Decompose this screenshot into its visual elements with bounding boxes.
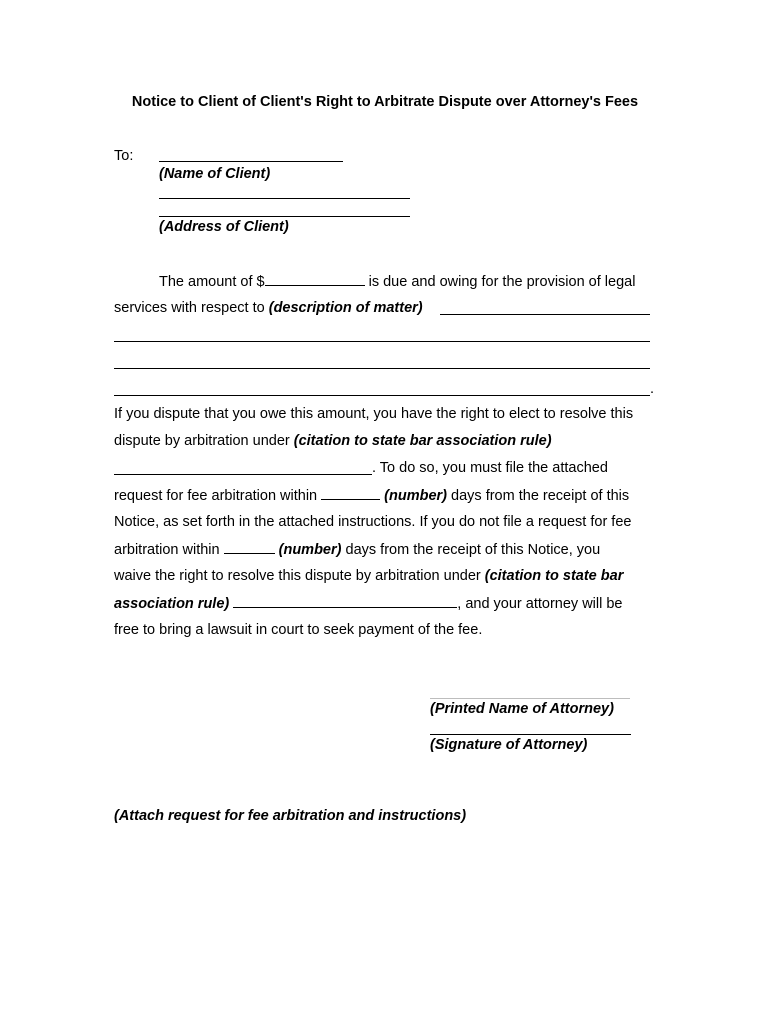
signature-label: (Signature of Attorney): [430, 737, 588, 753]
description-period: .: [650, 381, 655, 397]
attorney-text: , and your attorney will be: [457, 596, 623, 612]
body-line-1: [159, 273, 635, 290]
client-address-line-2[interactable]: [159, 216, 410, 217]
citation-label-1: (citation to state bar association rule): [293, 433, 552, 449]
client-name-line[interactable]: [159, 161, 343, 162]
body-line-8: . To do so, you must file the attached: [372, 460, 608, 476]
number-label-2: (number): [278, 542, 342, 558]
services-text: services with respect to: [114, 300, 269, 316]
signature-line[interactable]: [430, 734, 631, 735]
description-blank-3[interactable]: [114, 368, 650, 369]
description-blank-4[interactable]: [114, 395, 650, 396]
description-blank-1[interactable]: [440, 314, 650, 315]
body-line-13: [114, 595, 623, 612]
arbitration-under-text: dispute by arbitration under: [114, 433, 294, 449]
body-line-10: Notice, as set forth in the attached instructions. If you do not file a request for fee: [114, 514, 632, 530]
description-of-matter-label: (description of matter): [268, 300, 423, 316]
amount-prefix: The amount of $: [159, 274, 265, 290]
waive-text: waive the right to resolve this dispute by arbitration under: [114, 568, 485, 584]
citation-blank-2[interactable]: [233, 595, 457, 608]
name-of-client-label: (Name of Client): [159, 166, 271, 182]
request-text: request for fee arbitration within: [114, 488, 322, 504]
citation-blank-1[interactable]: [114, 474, 372, 475]
days-text-1: days from the receipt of this: [447, 488, 630, 504]
body-line-12: [114, 568, 623, 584]
printed-name-line[interactable]: [430, 698, 630, 699]
citation-label-2b: association rule): [114, 596, 230, 612]
number-blank-1[interactable]: [321, 487, 380, 500]
attach-note: (Attach request for fee arbitration and instructions): [114, 808, 467, 824]
number-blank-2[interactable]: [224, 541, 275, 554]
body-line-7: [114, 433, 552, 449]
body-line-11: [114, 541, 600, 558]
to-label: To:: [114, 148, 134, 164]
body-line-6: If you dispute that you owe this amount, you have the right to elect to resolve this: [114, 406, 634, 422]
body-line-2: [114, 300, 423, 316]
body-line-14: free to bring a lawsuit in court to seek payment of the fee.: [114, 622, 483, 638]
citation-label-2a: (citation to state bar: [484, 568, 624, 584]
client-address-line-1[interactable]: [159, 198, 410, 199]
address-of-client-label: (Address of Client): [159, 219, 289, 235]
description-blank-2[interactable]: [114, 341, 650, 342]
document-title: Notice to Client of Client's Right to Arbitrate Dispute over Attorney's Fees: [131, 94, 639, 110]
body-line-9: [114, 487, 629, 504]
amount-suffix: is due and owing for the provision of legal: [364, 274, 636, 290]
days-text-2: days from the receipt of this Notice, you: [341, 542, 601, 558]
amount-blank[interactable]: [265, 273, 365, 286]
arbitration-within-text: arbitration within: [114, 542, 224, 558]
number-label-1: (number): [384, 488, 448, 504]
printed-name-label: (Printed Name of Attorney): [430, 701, 614, 717]
